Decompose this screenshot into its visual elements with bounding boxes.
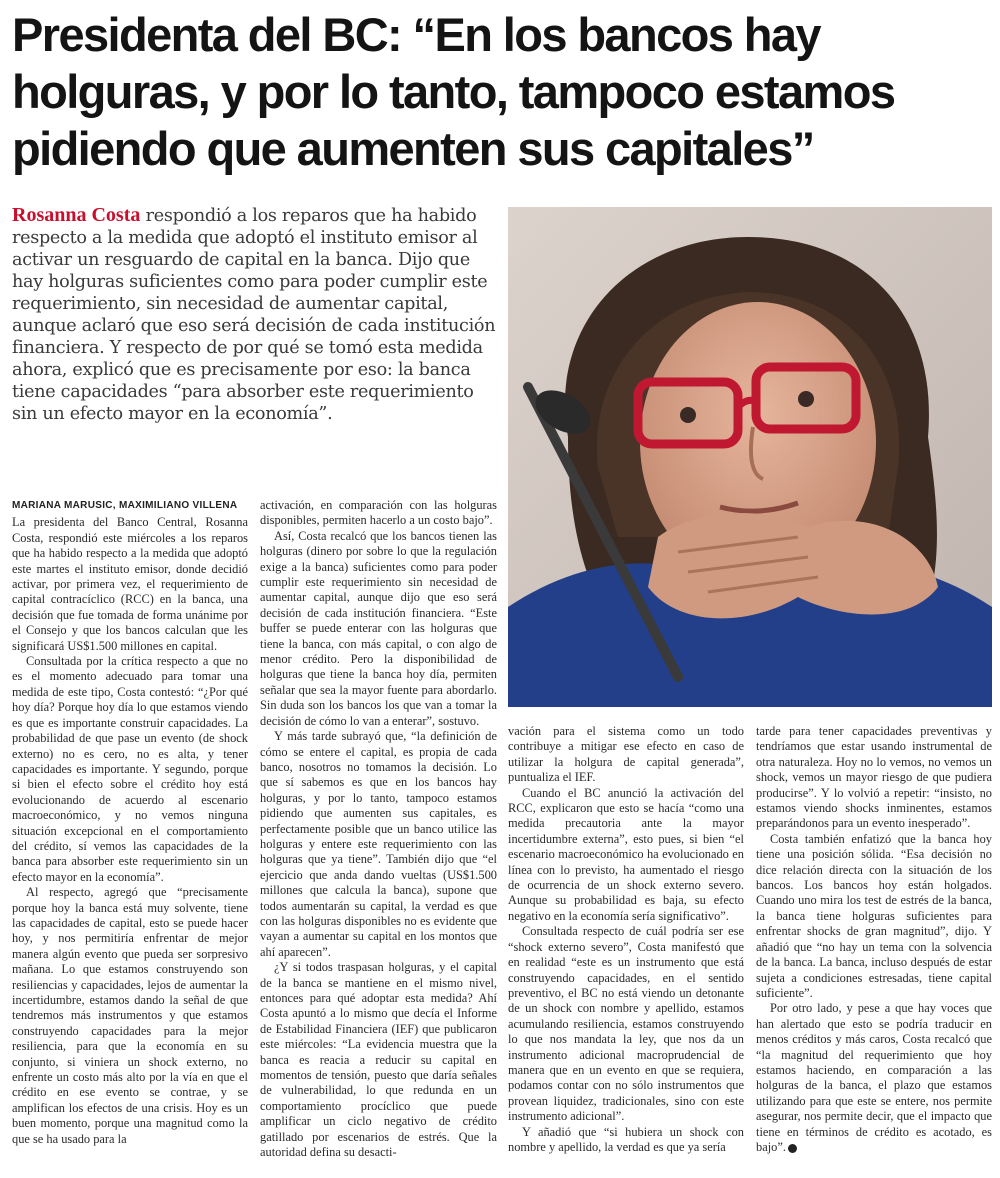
lead-text: respondió a los reparos que ha habido respecto a la medida que adoptó el instituto emisor al activar un resguardo de capital en la banca. Dijo que hay holguras suficientes como para poder cumplir este requerimiento, sin necesidad de aumentar capital, aunque aclaró que eso será decisión de cada institución financiera. Y respecto de por qué se tomó esta medida ahora, explicó que es precisamente por eso: la banca tiene capacidades “para absorber este requerimiento sin un efecto mayor en la economía”.: [12, 206, 496, 424]
lead-name: Rosanna Costa: [12, 204, 141, 226]
paragraph: ¿Y si todos traspasan holguras, y el capital de la banca se mantiene en el mismo nivel, entonces para qué adoptar esta medida? Ahí Costa apuntó a lo mismo que decía el Informe de Estabilidad Financiera (IEF) que publicaron este miércoles: “La evidencia muestra que la banca es reacia a reducir su capital en momentos de tensión, puesto que daría señales de vulnerabilidad, lo que redunda en un comportamiento procíclico que puede amplificar un ciclo negativo de crédito gatillado por escenarios de estrés. Que la autoridad defina su desacti-: [260, 960, 497, 1160]
paragraph: Así, Costa recalcó que los bancos tienen las holguras (dinero por sobre lo que la regulación exige a la banca) suficientes como para poder cumplir este requerimiento sin necesidad de aumentar capital, aunque dijo que eso será decisión de cada institución financiera. “Este buffer se puede enterar con las holguras que tiene la banca, con más capital, o con algo de menor crédito. Pero la disponibilidad de holguras que tiene la banca hoy día, permiten señalar que sea la mayor fuente para abordarlo. Sin duda son los bancos los que van a tomar la decisión de cómo lo van a enterar”, sostuvo.: [260, 528, 497, 728]
paragraph: vación para el sistema como un todo contribuye a mitigar ese efecto en caso de utilizar la holgura de capital generada”, puntualiza el IEF.: [508, 724, 744, 785]
paragraph: [756, 1001, 992, 1155]
byline: MARIANA MARUSIC, MAXIMILIANO VILLENA: [12, 500, 238, 511]
end-mark-icon: [788, 1144, 797, 1153]
article-column-2: [260, 498, 497, 1160]
paragraph: Consultada respecto de cuál podría ser ese “shock externo severo”, Costa manifestó que en realidad “este es un instrumento que está construyendo capacidades, en el sentido preventivo, el BC no está viendo un detonante de un shock con nombre y apellido, estamos acumulando resiliencia, estamos construyendo lo que nos mandata la ley, que nos da un instrumento adicional macroprudencial de manera que en un evento en que se requiera, podamos contar con no sólo instrumentos que provean liquidez, tradicionales, sino con este instrumento adicional”.: [508, 924, 744, 1124]
paragraph: tarde para tener capacidades preventivas y tendríamos que estar usando instrumental de otra naturaleza. Hoy no lo vemos, no vemos un shock, vemos un mayor riesgo de que pudiera producirse”. Y lo volvió a repetir: “insisto, no estamos viendo shocks inminentes, estamos preparándonos para un evento inesperado”.: [756, 724, 992, 831]
paragraph: Consultada por la crítica respecto a que no es el momento adecuado para tomar una medida de este tipo, Costa contestó: “¿Por qué hoy día? Porque hoy día lo que estamos viendo es que es importante construir capacidades. La probabilidad de que pase un evento (de shock externo) no es cero, no es alta, y tener capacidades es importante. Y segundo, porque si bien el efecto sobre el crédito hoy está evolucionando de acuerdo al escenario macroeconómico, y no vemos ninguna situación excepcional en el comportamiento del crédito, sí vemos las capacidades de la banca para absorber este requerimiento sin un efecto mayor en la economía”.: [12, 654, 248, 884]
portrait-illustration: [508, 207, 992, 707]
article-column-3: [508, 724, 744, 1155]
paragraph: activación, en comparación con las holguras disponibles, permiten hacerlo a un costo bajo”.: [260, 498, 497, 528]
lead-paragraph: [12, 204, 497, 425]
paragraph: La presidenta del Banco Central, Rosanna Costa, respondió este miércoles a los reparos que ha habido respecto a la medida que adoptó este martes el instituto emisor, donde decidió activar, por primera vez, el requerimiento de capital contracíclico (RCC) en la banca, una decisión que fue tomada de forma unánime por el Consejo y que los bancos calculan que les significará US$1.500 millones en capital.: [12, 515, 248, 653]
article-column-1: [12, 498, 248, 1147]
paragraph: Cuando el BC anunció la activación del RCC, explicaron que esto se hacía “como una medida precautoria ante la mayor incertidumbre externa”, esto pues, si bien “el escenario macroeconómico ha evolucionado en línea con lo previsto, ha aumentado el riesgo de ocurrencia de un shock externo severo. Aunque su probabilidad es baja, su efecto negativo en la economía sería significativo”.: [508, 785, 744, 923]
portrait-photo: [508, 207, 992, 707]
paragraph: Costa también enfatizó que la banca hoy tiene una posición sólida. “Esa decisión no dice relación directa con la situación de los bancos. Los bancos hoy están holgados. Cuando uno mira los test de estrés de la banca, la banca tiene holguras suficientes para enfrentar shocks de gran magnitud”, dijo. Y añadió que “no hay un tema con la solvencia de la banca. La banca, incluso después de estar sujeta a condiciones estresadas, tiene capital suficiente”.: [756, 831, 992, 1000]
paragraph: Y añadió que “si hubiera un shock con nombre y apellido, la verdad es que ya sería: [508, 1124, 744, 1154]
headline: Presidenta del BC: “En los bancos hay holguras, y por lo tanto, tampoco estamos pidiendo que aumenten sus capitales”: [12, 8, 895, 175]
paragraph-text: Por otro lado, y pese a que hay voces que han alertado que esto se podría traducir en menos créditos y más caros, Costa recalcó que “la magnitud del requerimiento que hoy estamos haciendo, en comparación a las holguras de la banca, el plazo que estamos utilizando para que este se entere, nos permite asegurar, nos permite decir, que el impacto que tiene en términos de crédito es acotado, es bajo”.: [756, 1001, 992, 1154]
paragraph: Al respecto, agregó que “precisamente porque hoy la banca está muy solvente, tiene las capacidades de capital, esto se puede hacer hoy, y nos permitiría enfrentar de mejor manera algún evento que pueda ser sorpresivo mañana. Lo que estamos construyendo son resiliencias y capacidades, lejos de aumentar la incertidumbre, estamos dando la señal de que tendremos más instrumentos y que estamos construyendo capacidades para la mejor resiliencia, para que la economía en su conjunto, si viniera un shock externo, no enfrente un costo más alto por la vía en que el crédito en ese evento se contrae, y se amplifican los efectos de una crisis. Hoy es un buen momento, porque una magnitud como la que se ha usado para la: [12, 885, 248, 1146]
paragraph: Y más tarde subrayó que, “la definición de cómo se entere el capital, es propia de cada banco, nosotros no tomamos la decisión. Lo que sí sabemos es que en los bancos hay holguras, y por lo tanto, tampoco estamos pidiendo que aumenten sus capitales, es perfectamente posible que un banco utilice las holguras y entere este requerimiento con las holguras que ya tiene”. También dijo que “el ejercicio que anda dando vueltas (US$1.500 millones que calcula la banca), supone que todos aumentarán su capital, la verdad es que con las holguras disponibles no es evidente que vayan a aumentar su capital en los montos que ahí aparecen”.: [260, 729, 497, 959]
article-column-4: [756, 724, 992, 1155]
